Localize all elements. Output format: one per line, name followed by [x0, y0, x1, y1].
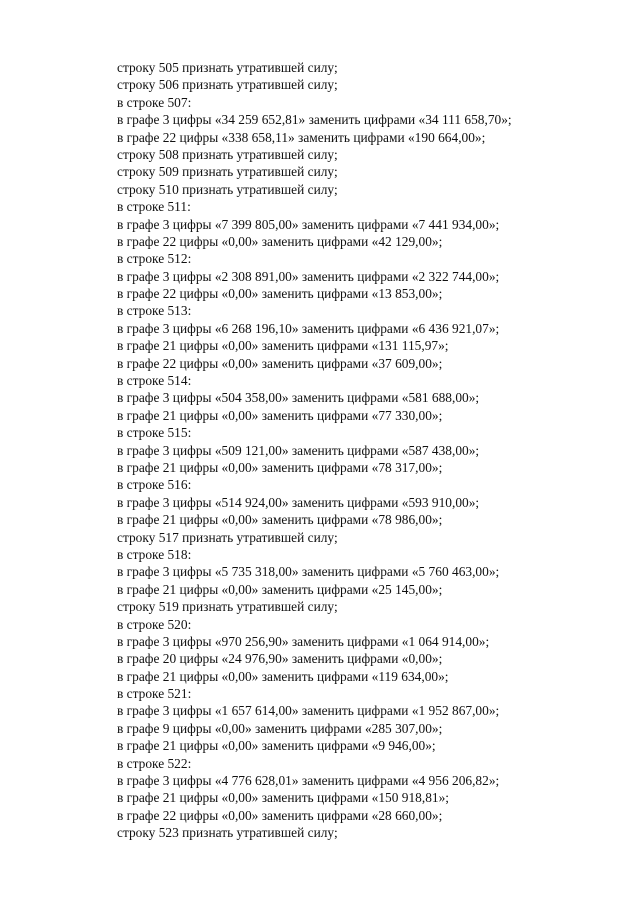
document-line: в графе 3 цифры «970 256,90» заменить цифрами «1 064 914,00»;	[117, 633, 490, 649]
document-line: в графе 3 цифры «1 657 614,00» заменить цифрами «1 952 867,00»;	[117, 703, 500, 719]
document-line: в графе 3 цифры «7 399 805,00» заменить цифрами «7 441 934,00»;	[117, 216, 500, 232]
document-line: в графе 3 цифры «34 259 652,81» заменить цифрами «34 111 658,70»;	[117, 112, 512, 128]
document-line: в графе 21 цифры «0,00» заменить цифрами «131 115,97»;	[117, 338, 449, 354]
document-line: в графе 3 цифры «509 121,00» заменить цифрами «587 438,00»;	[117, 442, 480, 458]
document-line: строку 517 признать утратившей силу;	[117, 529, 338, 545]
document-line: в графе 21 цифры «0,00» заменить цифрами «150 918,81»;	[117, 790, 450, 806]
document-line: в графе 22 цифры «0,00» заменить цифрами «42 129,00»;	[117, 233, 443, 249]
document-line: строку 509 признать утратившей силу;	[117, 164, 338, 180]
document-line: строку 505 признать утратившей силу;	[117, 60, 338, 75]
document-line: в строке 512:	[117, 251, 192, 267]
document-line: в графе 21 цифры «0,00» заменить цифрами «78 986,00»;	[117, 512, 443, 528]
document-line: в графе 21 цифры «0,00» заменить цифрами «78 317,00»;	[117, 459, 443, 475]
document-line: строку 510 признать утратившей силу;	[117, 181, 338, 197]
document-line: строку 523 признать утратившей силу;	[117, 825, 338, 841]
document-line: в графе 3 цифры «6 268 196,10» заменить цифрами «6 436 921,07»;	[117, 320, 500, 336]
document-line: в графе 9 цифры «0,00» заменить цифрами «285 307,00»;	[117, 720, 443, 736]
document-line: строку 508 признать утратившей силу;	[117, 146, 338, 162]
document-line: строку 519 признать утратившей силу;	[117, 599, 338, 615]
document-line: в графе 3 цифры «4 776 628,01» заменить цифрами «4 956 206,82»;	[117, 773, 500, 789]
document-line: строку 506 признать утратившей силу;	[117, 77, 338, 93]
document-line: в строке 515:	[117, 425, 192, 441]
document-text	[117, 59, 617, 842]
document-line: в графе 22 цифры «0,00» заменить цифрами «28 660,00»;	[117, 807, 443, 823]
document-line: в графе 3 цифры «2 308 891,00» заменить цифрами «2 322 744,00»;	[117, 268, 500, 284]
document-line: в графе 20 цифры «24 976,90» заменить цифрами «0,00»;	[117, 651, 443, 667]
document-line: в графе 21 цифры «0,00» заменить цифрами «25 145,00»;	[117, 581, 443, 597]
document-line: в строке 514:	[117, 373, 192, 389]
document-line: в строке 518:	[117, 546, 192, 562]
document-line: в графе 22 цифры «0,00» заменить цифрами «13 853,00»;	[117, 286, 443, 302]
document-line: в строке 520:	[117, 616, 192, 632]
document-line: в строке 511:	[117, 199, 191, 215]
document-line: в графе 22 цифры «0,00» заменить цифрами «37 609,00»;	[117, 355, 443, 371]
document-line: в строке 522:	[117, 755, 192, 771]
document-line: в графе 3 цифры «5 735 318,00» заменить цифрами «5 760 463,00»;	[117, 564, 500, 580]
document-line: в строке 516:	[117, 477, 192, 493]
document-line: в графе 22 цифры «338 658,11» заменить цифрами «190 664,00»;	[117, 129, 486, 145]
document-line: в графе 3 цифры «504 358,00» заменить цифрами «581 688,00»;	[117, 390, 480, 406]
document-line: в строке 507:	[117, 94, 192, 110]
document-line: в графе 21 цифры «0,00» заменить цифрами «9 946,00»;	[117, 738, 436, 754]
document-line: в строке 513:	[117, 303, 192, 319]
document-line: в графе 21 цифры «0,00» заменить цифрами «119 634,00»;	[117, 668, 449, 684]
document-line: в строке 521:	[117, 686, 192, 702]
document-line: в графе 21 цифры «0,00» заменить цифрами «77 330,00»;	[117, 407, 443, 423]
document-line: в графе 3 цифры «514 924,00» заменить цифрами «593 910,00»;	[117, 494, 480, 510]
